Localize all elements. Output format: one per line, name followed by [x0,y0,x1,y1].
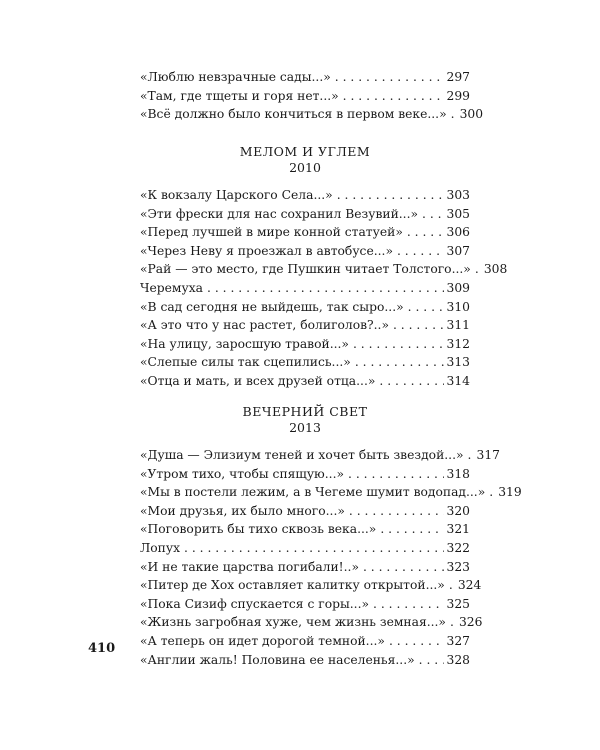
toc-entry[interactable] [140,539,470,558]
entry-title: «Через Неву я проезжал в автобусе...» [140,243,393,258]
entry-title: «Там, где тщеты и горя нет...» [140,88,339,103]
toc-entry[interactable] [140,242,470,261]
entry-page: 306 [446,225,470,240]
section-heading: ВЕЧЕРНИЙ СВЕТ [242,404,368,419]
toc-entry[interactable] [140,558,470,577]
dot-leader [449,576,455,595]
dot-leader [379,372,443,391]
entry-page: 305 [446,206,470,221]
entry-page: 311 [446,318,470,333]
entry-page: 327 [446,633,470,648]
toc-entry[interactable] [140,205,470,224]
entry-title: «Утром тихо, чтобы спящую...» [140,466,345,481]
entry-page: 317 [476,448,500,462]
toc-entry[interactable] [140,223,470,242]
dot-leader [397,242,444,261]
entry-title: «Люблю невзрачные сады...» [140,70,331,84]
toc-entry[interactable] [140,335,470,354]
toc-group-top [140,68,484,124]
entry-title: «Перед лучшей в мире конной статуей» [140,225,403,240]
dot-leader [355,353,444,372]
toc-section-melom [140,144,508,391]
entry-page: 297 [446,70,470,84]
entry-page: 303 [446,188,470,202]
entry-page: 312 [446,336,470,351]
entry-page: 325 [446,596,470,611]
entry-title: «А это что у нас растет, болиголов?..» [140,318,389,333]
dot-leader [353,335,444,354]
entry-title: «Душа — Элизиум теней и хочет быть звездой...» [140,448,464,462]
entry-page: 300 [459,107,484,122]
toc-entry[interactable] [140,298,470,317]
entry-title: «Эти фрески для нас сохранил Везувий...» [140,206,419,221]
entry-page: 323 [446,559,470,574]
dot-leader [408,298,444,317]
entry-page: 326 [458,615,483,630]
dot-leader [380,520,443,539]
entry-page: 299 [446,88,470,103]
toc-entry[interactable] [140,576,482,595]
entry-title: «В сад сегодня не выйдешь, так сыро...» [140,299,404,314]
entry-title: «Всё должно было кончиться в первом веке...» [140,107,447,122]
entry-page: 309 [446,280,470,295]
entry-page: 307 [446,243,470,258]
entry-title: «Мы в постели лежим, а в Чегеме шумит водопад...» [140,485,486,500]
dot-leader [489,483,495,502]
toc-entry[interactable] [140,651,470,670]
entry-title: «Поговорить бы тихо сквозь века...» [140,522,377,537]
toc-entry[interactable] [140,260,508,279]
entry-title: «Слепые силы так сцепились...» [140,355,351,370]
dot-leader [207,279,444,298]
toc-entry[interactable] [140,595,470,614]
entry-title: «Пока Сизиф спускается с горы...» [140,596,370,611]
entry-title: «На улицу, заросшую травой...» [140,336,349,351]
section-year: 2013 [289,420,321,435]
entry-title: «Мои друзья, их было много...» [140,503,345,518]
dot-leader [343,87,444,106]
toc-entry[interactable] [140,520,470,539]
toc-entry[interactable] [140,316,470,335]
entry-title: «Отца и мать, и всех друзей отца...» [140,373,376,388]
entry-title: Черемуха [140,280,203,295]
toc-entry[interactable] [140,613,483,632]
dot-leader [422,205,443,224]
dot-leader [393,316,444,335]
entry-page: 320 [446,503,470,518]
dot-leader [468,446,474,465]
entry-title: «Рай — это место, где Пушкин читает Толстого...» [140,262,471,277]
toc-entry[interactable] [140,632,470,651]
folio-page-number: 410 [88,641,116,656]
toc-entry[interactable] [140,372,470,391]
entry-page: 308 [483,262,508,277]
entry-page: 313 [446,355,470,370]
dot-leader [389,632,444,651]
entry-page: 321 [446,522,470,537]
section-heading: МЕЛОМ И УГЛЕМ [239,144,371,159]
dot-leader [349,502,444,521]
dot-leader [335,68,444,87]
entry-page: 310 [446,299,470,314]
dot-leader [184,539,443,558]
entry-title: «И не такие царства погибали!..» [140,559,359,574]
entry-title: «К вокзалу Царского Села...» [140,188,333,202]
entry-title: «Англии жаль! Половина ее населенья...» [140,652,415,667]
entry-page: 314 [446,373,470,388]
dot-leader [337,186,444,205]
dot-leader [363,558,444,577]
entry-page: 322 [446,540,470,555]
toc-entry[interactable] [140,186,470,205]
entry-page: 318 [446,466,470,481]
dot-leader [451,105,457,124]
section-year: 2010 [289,160,321,175]
entry-page: 328 [446,652,470,667]
dot-leader [475,260,481,279]
toc-entry[interactable] [140,483,522,502]
entry-page: 319 [498,485,522,500]
toc-entry[interactable] [140,87,470,106]
toc-entry[interactable] [140,105,484,124]
dot-leader [407,223,444,242]
toc-entry[interactable] [140,279,470,298]
entry-title: «Жизнь загробная хуже, чем жизнь земная...» [140,615,446,630]
toc-entry[interactable] [140,465,470,484]
toc-entry[interactable] [140,68,470,87]
dot-leader [450,613,456,632]
entry-title: «А теперь он идет дорогой темной...» [140,633,385,648]
dot-leader [419,651,444,670]
toc-entry[interactable] [140,353,470,372]
toc-section-vecherniy [140,404,522,669]
dot-leader [348,465,444,484]
toc-entry[interactable] [140,502,470,521]
dot-leader [373,595,443,614]
entry-title: Лопух [140,540,181,555]
toc-entry[interactable] [140,446,500,465]
entry-title: «Питер де Хох оставляет калитку открытой...» [140,578,445,593]
entry-page: 324 [457,578,482,593]
